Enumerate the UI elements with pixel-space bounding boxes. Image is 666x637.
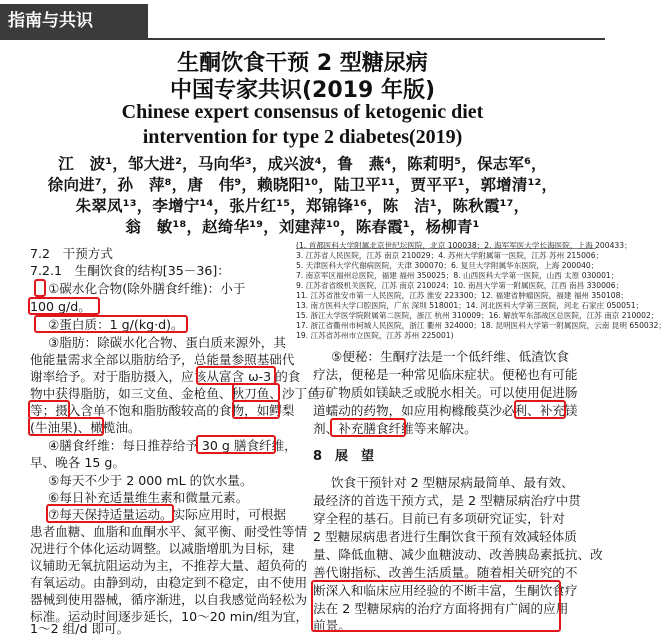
paragraph-line: ⑥每日补充适量维生素和微量元素。 xyxy=(48,490,249,505)
paragraph-line: 谢率给予。对于脂肪摄入，应该从富含 ω-3 的食 xyxy=(30,369,301,384)
affiliation-line: 7. 南京军区福州总医院，福建 福州 350025；8. 山西医科大学第一医院，山西 太原 030001； xyxy=(296,271,619,280)
highlight-box xyxy=(196,435,276,454)
affiliation-line: 3. 江苏省人民医院，江苏 南京 210029；4. 苏州大学附属第一医院，江苏 苏州 215006； xyxy=(296,251,604,260)
paragraph-line: ①碳水化合物(除外膳食纤维)：小于 xyxy=(48,281,246,296)
subsection-heading: 7.2 干预方式 xyxy=(30,246,113,261)
paragraph-line: ⑤便秘：生酮疗法是一个低纤维、低渣饮食 xyxy=(331,349,569,364)
paragraph-line: 有氧运动。由静到动，由稳定到不稳定，由不使用 xyxy=(30,575,308,590)
paragraph-line: 1～2 组/d 即可。 xyxy=(30,621,130,636)
paragraph-line: 2 型糖尿病患者进行生酮饮食干预有效减轻体质 xyxy=(313,529,577,544)
paragraph-line: 疗法，便秘是一种常见临床症状。便秘也有可能 xyxy=(313,367,578,382)
paragraph-line: ⑤每天不少于 2 000 mL 的饮水量。 xyxy=(48,473,253,488)
highlight-box xyxy=(46,504,174,523)
author-line-1: 江 波¹，邹大进²，马向华³，成兴波⁴，鲁 燕⁴，陈莉明⁵，保志军⁶， xyxy=(58,155,547,173)
paragraph-line: 断深入和临床应用经验的不断丰富，生酮饮食疗 xyxy=(313,583,578,598)
affiliation-line: 5. 天津医科大学代谢病医院，天津 300070；6. 复旦大学附属华东医院，上海 200040； xyxy=(296,261,599,270)
paragraph-line: 法在 2 型糖尿病的治疗方面将拥有广阔的应用 xyxy=(313,601,569,616)
highlight-box xyxy=(311,580,561,632)
title-cn-line-2: 中国专家共识(2019 年版) xyxy=(170,78,435,103)
highlight-box xyxy=(34,279,46,297)
paragraph-line: 器械到使用器械，循序渐进，以自我感觉尚轻松为 xyxy=(30,592,308,607)
highlight-box xyxy=(514,400,566,419)
highlight-box xyxy=(28,417,104,436)
paragraph-line: 等；摄入含单不饱和脂肪酸较高的食物，如鳄梨 xyxy=(30,403,295,418)
paragraph-line: (牛油果)、橄榄油。 xyxy=(30,420,141,435)
paragraph-line: ⑦每天保持适量运动。实际应用时，可根据 xyxy=(48,507,286,522)
affiliation-line: 19. 江苏省苏州市立医院，江苏 苏州 225001) xyxy=(296,331,454,340)
paragraph-line: 穿全程的基石。目前已有多项研究证实，针对 xyxy=(313,511,565,526)
paragraph-line: 早、晚各 15 g。 xyxy=(30,455,125,470)
affiliation-line: 15. 浙江大学医学院附属第二医院，浙江 杭州 310009；16. 解放军东部战区总医院，江苏 南京 210002； xyxy=(296,311,659,320)
paragraph-line: ③脂肪：除碳水化合物、蛋白质来源外，其 xyxy=(48,335,286,350)
paragraph-line: 标准。运动时间逐步延长，10～20 min/组为宜， xyxy=(30,609,309,624)
paragraph-line: 剂、补充膳食纤维等来解决。 xyxy=(313,421,477,436)
highlight-box xyxy=(34,315,188,333)
paragraph-line: 饮食干预针对 2 型糖尿病最简单、最有效、 xyxy=(331,475,574,490)
author-line-2: 徐向进⁷，孙 萍⁸，唐 伟⁹，赖晓阳¹⁰，陆卫平¹¹，贾平平¹，郭增清¹²， xyxy=(47,176,558,194)
paragraph-line: 善代谢指标、改善生活质量。随着相关研究的不 xyxy=(313,565,578,580)
author-line-3: 朱翠凤¹³，李增宁¹⁴，张片红¹⁵，郑锦锋¹⁶，陈 洁¹，陈秋霞¹⁷， xyxy=(75,197,530,215)
paragraph-line: 患者血糖、血脂和血酮水平、氮平衡、耐受性等情 xyxy=(30,524,308,539)
paragraph-line: ②蛋白质：1 g/(kg·d)。 xyxy=(48,317,184,332)
section-tag: 指南与共识 xyxy=(0,4,148,38)
affiliation-line: 11. 江苏省淮安市第一人民医院，江苏 淮安 223300；12. 福建省肿瘤医院，福建 福州 350108； xyxy=(296,291,629,300)
paragraph-line: 物中获得脂肪，如三文鱼、金枪鱼、秋刀鱼、沙丁鱼 xyxy=(30,386,320,401)
section-heading: 8 展 望 xyxy=(313,449,375,464)
title-en-line-2: intervention for type 2 diabetes(2019) xyxy=(142,126,463,148)
affiliation-line: 17. 浙江省衢州市柯城人民医院，浙江 衢州 324000；18. 昆明医科大学第一附属医院，云南 昆明 650032； xyxy=(296,321,666,330)
author-line-4: 翁 敏¹⁸，赵绮华¹⁹，刘建萍¹⁰，陈春霞¹，杨柳青¹ xyxy=(125,218,480,236)
paragraph-line: 道蠕动的药物，如应用枸橼酸莫沙必利、补充镁 xyxy=(313,403,578,418)
highlight-box xyxy=(330,418,406,437)
paragraph-line: 前景。 xyxy=(313,618,351,633)
highlight-box xyxy=(232,400,280,419)
paragraph-line: 与矿物质如镁缺乏或脱水相关。可以使用促进肠 xyxy=(313,385,578,400)
title-cn-line-1: 生酮饮食干预 2 型糖尿病 xyxy=(177,51,428,76)
paragraph-line: 7.2.1 生酮饮食的结构[35－36]： xyxy=(30,263,230,278)
affiliation-line: 9. 江苏省省级机关医院，江苏 南京 210024；10. 南昌大学第一附属医院，江西 南昌 330006； xyxy=(296,281,624,290)
paragraph-line: 他能量需求全部以脂肪给予，总能量参照基础代 xyxy=(30,352,295,367)
title-en-line-1: Chinese expert consensus of ketogenic diet xyxy=(121,101,484,123)
highlight-box xyxy=(28,297,100,315)
paragraph-line: 议辅助无氧抗阻运动为主，不推荐大量、超负荷的 xyxy=(30,558,308,573)
paragraph-line: 况进行个体化运动调整。以减脂增肌为目标，建 xyxy=(30,541,295,556)
affiliation-line: 13. 南方医科大学口腔医院，广东 深圳 518001；14. 河北医科大学第三医院，河北 石家庄 050051； xyxy=(296,301,644,310)
paragraph-line: 最经济的首选干预方式，是 2 型糖尿病治疗中贯 xyxy=(313,493,581,508)
header-rule xyxy=(0,38,605,40)
paragraph-line: ④膳食纤维：每日推荐给予 30 g 膳食纤维， xyxy=(48,438,297,453)
paragraph-line: 100 g/d。 xyxy=(30,299,91,314)
paragraph-line: 量、降低血糖、减少血糖波动、改善胰岛素抵抗、改 xyxy=(313,547,603,562)
affiliation-line: (1. 首都医科大学附属北京世纪坛医院，北京 100038；2. 海军军医大学长海医院，上海 200433； xyxy=(296,241,632,250)
